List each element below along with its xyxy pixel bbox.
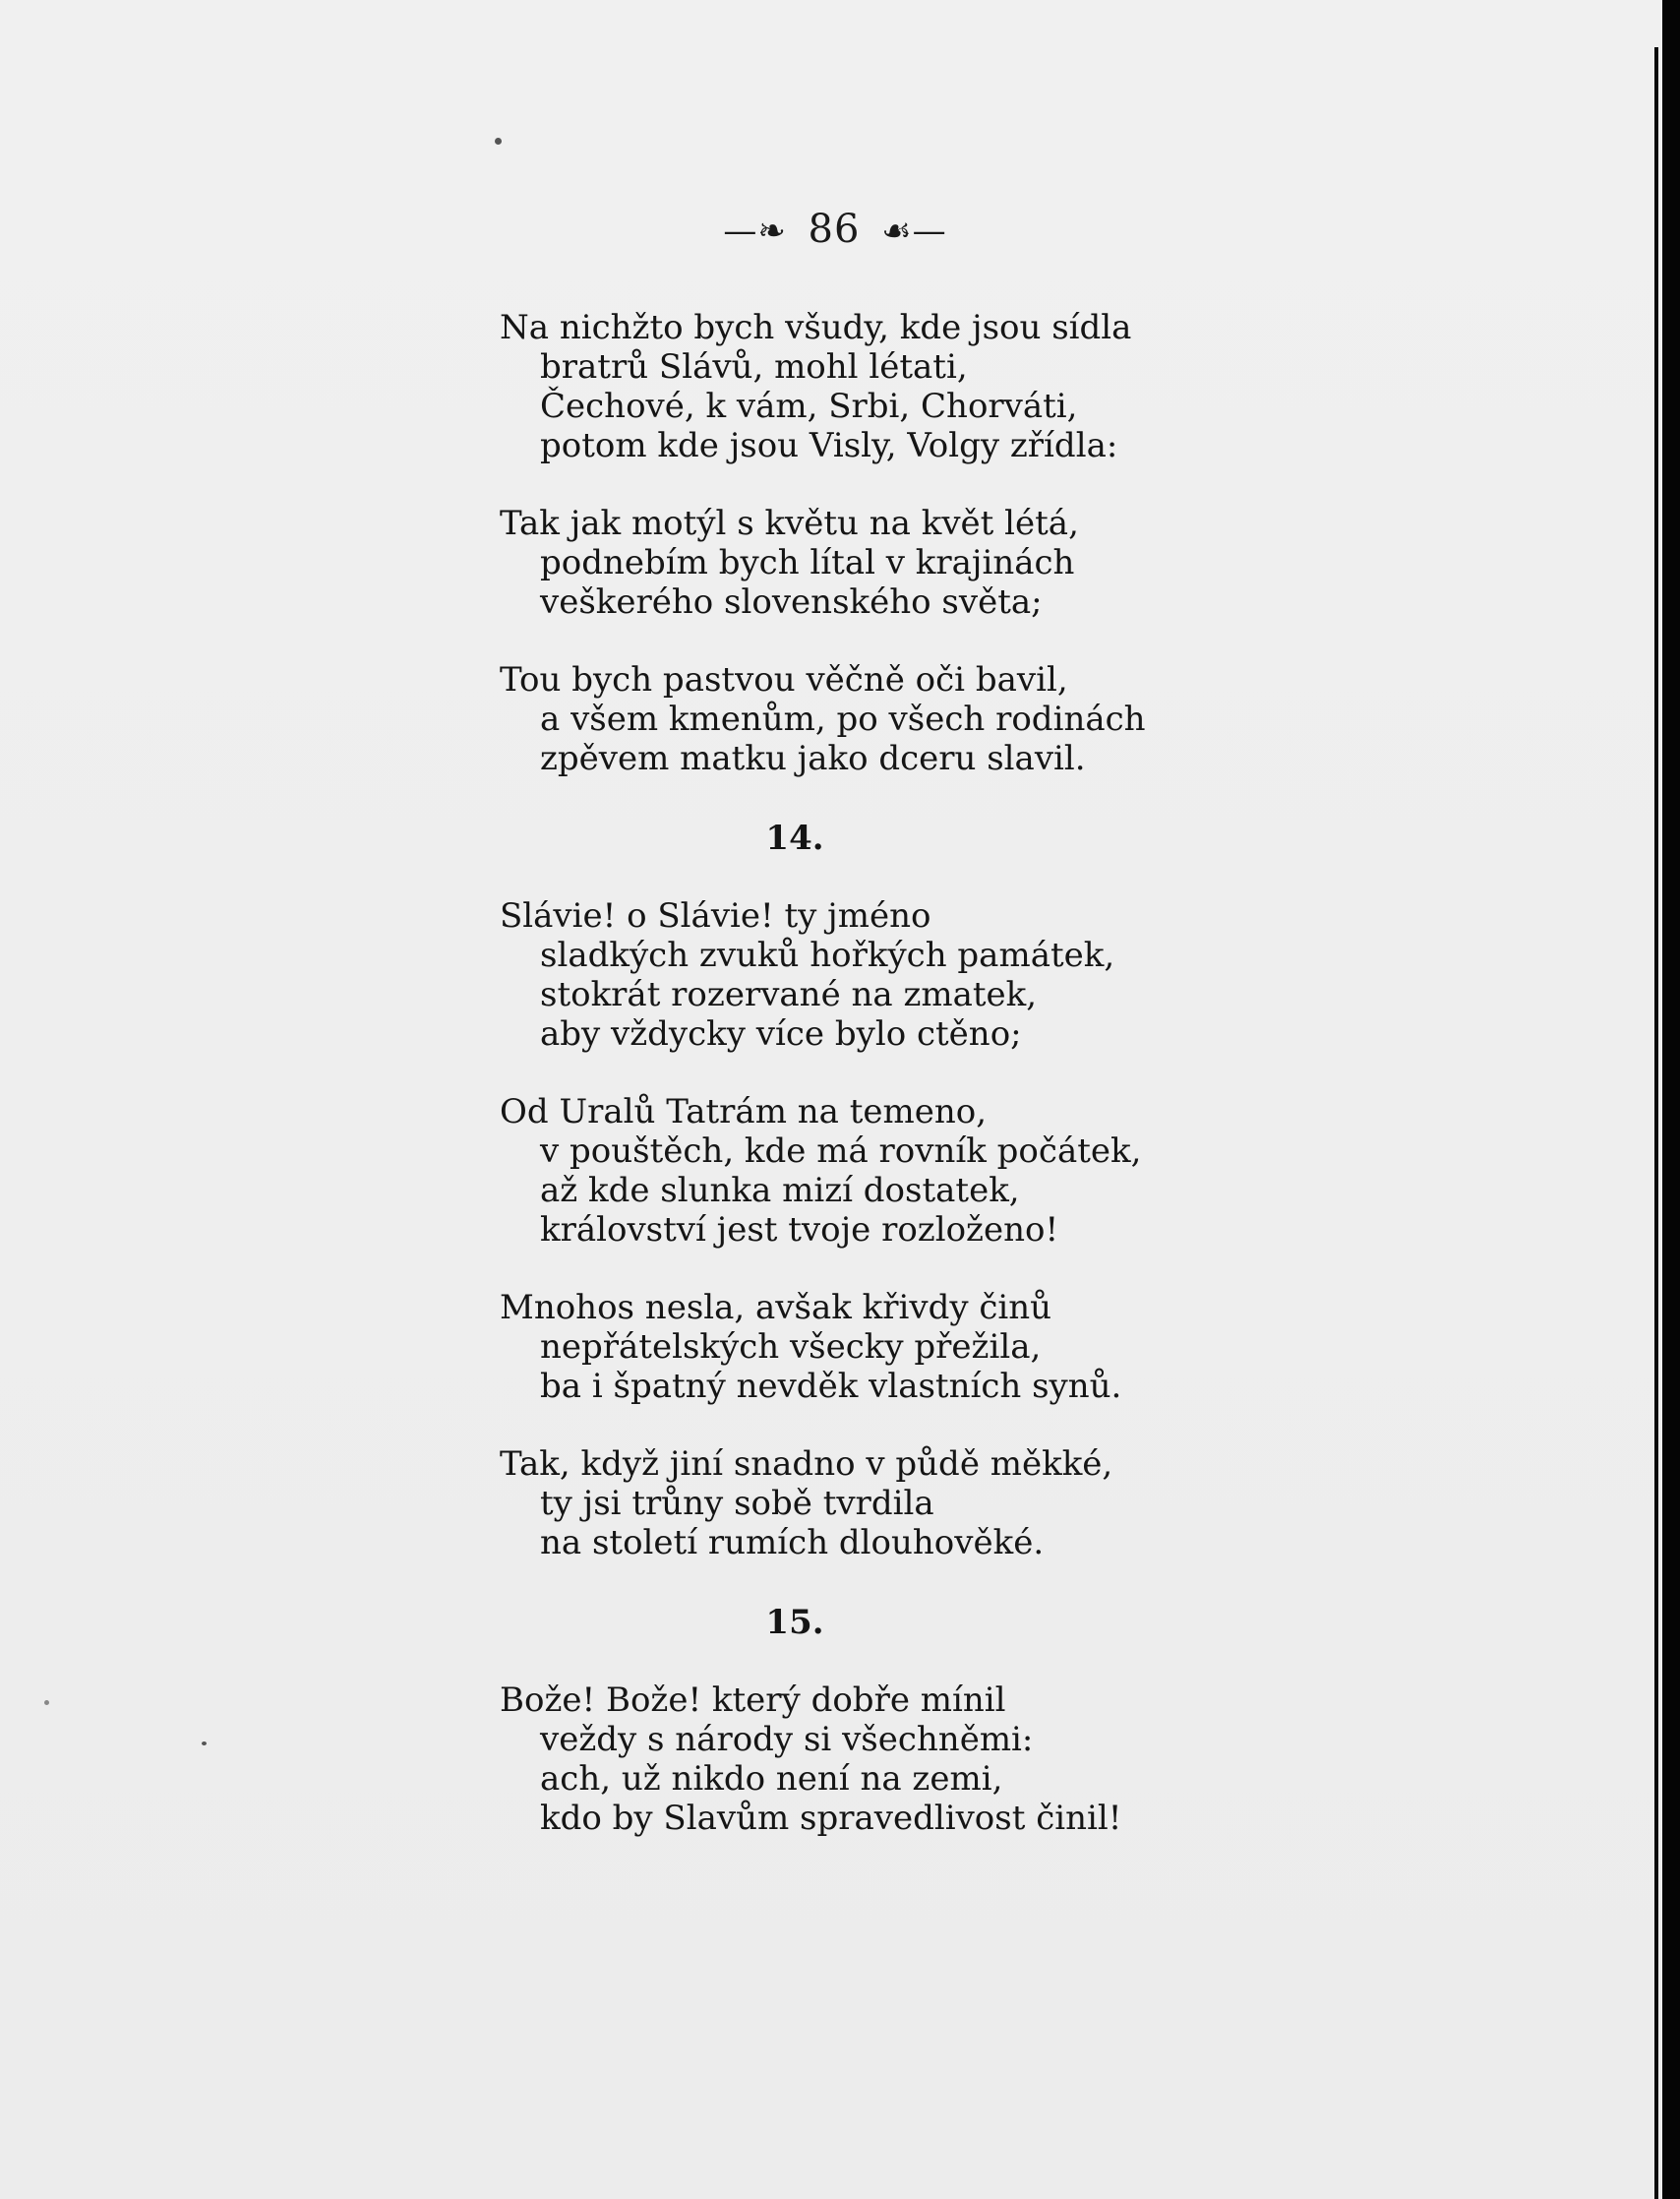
verse-line: zpěvem matku jako dceru slavil. bbox=[540, 739, 1086, 778]
stanza bbox=[500, 1444, 1247, 1562]
stanza bbox=[500, 896, 1247, 1054]
verse-line: potom kde jsou Visly, Volgy zřídla: bbox=[540, 426, 1118, 465]
verse-line: ba i špatný nevděk vlastních synů. bbox=[540, 1367, 1122, 1406]
stanza bbox=[500, 660, 1247, 778]
verse-line: Mnohos nesla, avšak křivdy činů bbox=[500, 1288, 1052, 1327]
verse-line: na století rumích dlouhověké. bbox=[540, 1523, 1045, 1562]
paper-speck bbox=[202, 1741, 207, 1745]
section-number: 15. bbox=[765, 1603, 824, 1642]
stanza bbox=[500, 1288, 1247, 1406]
verse-line: podnebím bych lítal v krajinách bbox=[540, 543, 1075, 582]
verse-line: aby vždycky více bylo ctěno; bbox=[540, 1014, 1022, 1054]
verse-line: veškerého slovenského světa; bbox=[540, 582, 1043, 622]
stanza bbox=[500, 1680, 1247, 1838]
verse-line: Na nichžto bych všudy, kde jsou sídla bbox=[500, 308, 1132, 347]
verse-line: a všem kmenům, po všech rodinách bbox=[540, 700, 1146, 739]
header-ornament-right: ☙— bbox=[881, 212, 947, 251]
verse-line: Čechové, k vám, Srbi, Chorváti, bbox=[540, 387, 1078, 426]
page-edge bbox=[1654, 47, 1658, 2199]
verse-line: ach, už nikdo není na zemi, bbox=[540, 1759, 1003, 1799]
verse-line: sladkých zvuků hořkých památek, bbox=[540, 936, 1115, 975]
verse-line: až kde slunka mizí dostatek, bbox=[540, 1171, 1020, 1210]
verse-line: bratrů Slávů, mohl létati, bbox=[540, 347, 968, 387]
page-number: 86 bbox=[808, 207, 861, 252]
page-header bbox=[0, 207, 1670, 252]
section-number: 14. bbox=[765, 819, 824, 858]
paper-speck bbox=[44, 1700, 49, 1705]
verse-line: Od Uralů Tatrám na temeno, bbox=[500, 1092, 988, 1131]
verse-line: veždy s národy si všechněmi: bbox=[540, 1720, 1034, 1759]
verse-line: království jest tvoje rozloženo! bbox=[540, 1210, 1059, 1250]
paper-speck bbox=[495, 138, 502, 145]
verse-line: Slávie! o Slávie! ty jméno bbox=[500, 896, 931, 936]
poem-text bbox=[500, 308, 1247, 1876]
verse-line: stokrát rozervané na zmatek, bbox=[540, 975, 1038, 1014]
verse-line: Tak, když jiní snadno v půdě měkké, bbox=[500, 1444, 1113, 1484]
stanza bbox=[500, 308, 1247, 465]
verse-line: ty jsi trůny sobě tvrdila bbox=[540, 1484, 934, 1523]
verse-line: kdo by Slavům spravedlivost činil! bbox=[540, 1799, 1122, 1838]
stanza bbox=[500, 1092, 1247, 1250]
verse-line: Bože! Bože! který dobře mínil bbox=[500, 1680, 1006, 1720]
verse-line: Tak jak motýl s květu na květ létá, bbox=[500, 504, 1079, 543]
verse-line: Tou bych pastvou věčně oči bavil, bbox=[500, 660, 1068, 700]
stanza bbox=[500, 504, 1247, 622]
header-ornament-left: —❧ bbox=[723, 212, 787, 251]
verse-line: nepřátelských všecky přežila, bbox=[540, 1327, 1042, 1367]
verse-line: v pouštěch, kde má rovník počátek, bbox=[540, 1131, 1142, 1171]
